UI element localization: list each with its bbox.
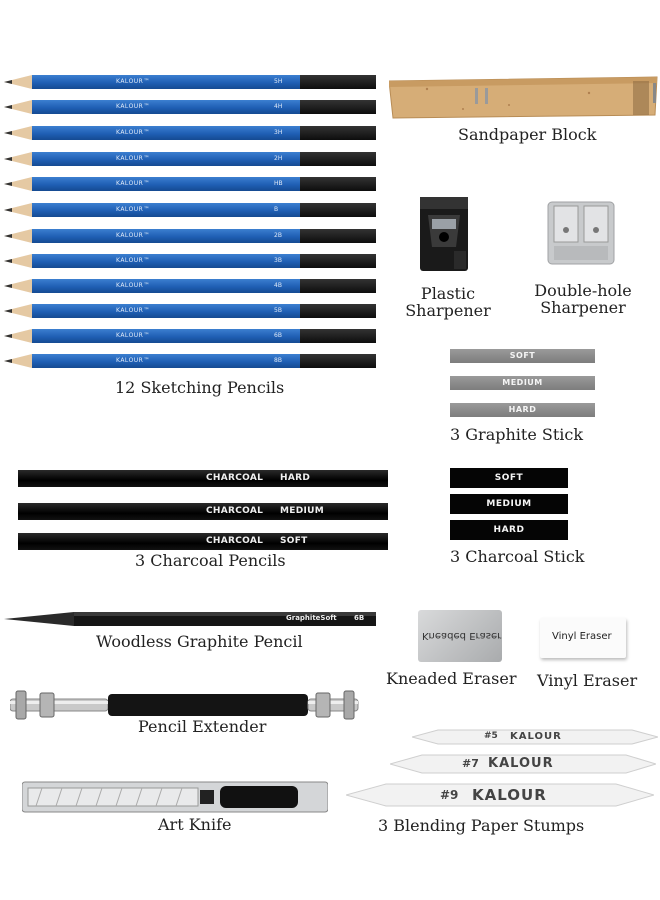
pencil-8b [4,354,376,368]
stump-5-size: #5 [484,731,498,741]
pencil-brand: KALOUR™ [116,129,150,136]
double-hole-sharpener-image [546,200,616,266]
art-knife-caption: Art Knife [158,815,232,834]
blending-stumps-caption: 3 Blending Paper Stumps [378,816,585,835]
graphite-sticks-caption: 3 Graphite Stick [450,425,584,444]
charcoal-stick-label: MEDIUM [486,499,532,509]
plastic-sharpener-image [418,195,470,273]
vinyl-eraser-caption: Vinyl Eraser [537,671,638,690]
art-knife-image [22,780,328,814]
vinyl-eraser-image [540,618,626,658]
kneaded-eraser-label: Kneaded Eraser [422,630,502,641]
charcoal-pencils-caption: 3 Charcoal Pencils [135,551,286,570]
double-hole-caption-line2: Sharpener [540,298,626,317]
sandpaper-caption: Sandpaper Block [458,125,597,144]
pencil-grade: HB [274,180,283,187]
charcoal-stick-medium [450,494,568,514]
stump-9-size: #9 [440,788,459,802]
pencil-grade: 2H [274,155,283,162]
pencil-6b [4,329,376,343]
charcoal-pencil-word: CHARCOAL [206,536,264,546]
pencil-brand: KALOUR™ [116,357,150,364]
pencil-brand: KALOUR™ [116,307,150,314]
charcoal-stick-soft [450,468,568,488]
woodless-pencil-caption: Woodless Graphite Pencil [96,632,303,651]
pencil-grade: 3B [274,257,282,264]
graphite-stick-hard [450,403,595,417]
stump-9-brand: KALOUR [472,786,547,804]
pencil-4b [4,279,376,293]
pencil-brand: KALOUR™ [116,78,150,85]
vinyl-eraser-label: Vinyl Eraser [552,631,612,642]
pencil-brand: KALOUR™ [116,257,150,264]
plastic-sharpener-caption-line2: Sharpener [405,301,491,320]
graphite-stick-label: SOFT [509,351,536,360]
charcoal-pencil-grade: MEDIUM [280,506,324,516]
charcoal-stick-label: HARD [493,525,525,535]
pencil-grade: 6B [274,332,282,339]
pencil-5h [4,75,376,89]
graphite-stick-label: MEDIUM [502,378,543,387]
charcoal-stick-hard [450,520,568,540]
pencil-grade: 8B [274,357,282,364]
sketching-pencils-caption: 12 Sketching Pencils [115,378,285,397]
pencil-5b [4,304,376,318]
pencil-hb [4,177,376,191]
pencil-grade: 4H [274,103,283,110]
stump-7-brand: KALOUR [488,756,554,771]
double-hole-sharpener-caption [528,282,638,316]
woodless-pencil-grade: 6B [354,614,365,622]
graphite-stick-soft [450,349,595,363]
pencil-brand: KALOUR™ [116,232,150,239]
plastic-sharpener-caption-line1: Plastic [420,284,476,303]
pencil-brand: KALOUR™ [116,180,150,187]
double-hole-caption-line1: Double-hole [534,281,632,300]
charcoal-pencil-word: CHARCOAL [206,473,264,483]
pencil-brand: KALOUR™ [116,332,150,339]
charcoal-pencil-soft [18,533,388,550]
pencil-brand: KALOUR™ [116,103,150,110]
pencil-brand: KALOUR™ [116,155,150,162]
stump-5-brand: KALOUR [510,731,562,742]
pencil-brand: KALOUR™ [116,206,150,213]
pencil-4h [4,100,376,114]
stump-7-size: #7 [462,757,479,770]
pencil-b [4,203,376,217]
woodless-pencil-label: GraphiteSoft [286,614,337,622]
kneaded-eraser-caption: Kneaded Eraser [386,669,517,688]
pencil-grade: 5B [274,307,282,314]
pencil-2h [4,152,376,166]
pencil-grade: B [274,206,279,213]
pencil-grade: 2B [274,232,282,239]
kneaded-eraser-image [418,610,502,662]
charcoal-stick-label: SOFT [494,473,524,483]
pencil-grade: 4B [274,282,282,289]
pencil-extender-caption: Pencil Extender [138,717,267,736]
graphite-stick-medium [450,376,595,390]
graphite-stick-label: HARD [508,405,537,414]
pencil-3h [4,126,376,140]
charcoal-pencil-medium [18,503,388,520]
plastic-sharpener-caption [398,285,498,319]
pencil-grade: 5H [274,78,283,85]
pencil-brand: KALOUR™ [116,282,150,289]
charcoal-pencil-grade: SOFT [280,536,308,546]
charcoal-sticks-caption: 3 Charcoal Stick [450,547,585,566]
charcoal-pencil-word: CHARCOAL [206,506,264,516]
charcoal-pencil-grade: HARD [280,473,311,483]
sandpaper-block-image [389,75,659,119]
pencil-3b [4,254,376,268]
pencil-grade: 3H [274,129,283,136]
charcoal-pencil-hard [18,470,388,487]
pencil-2b [4,229,376,243]
